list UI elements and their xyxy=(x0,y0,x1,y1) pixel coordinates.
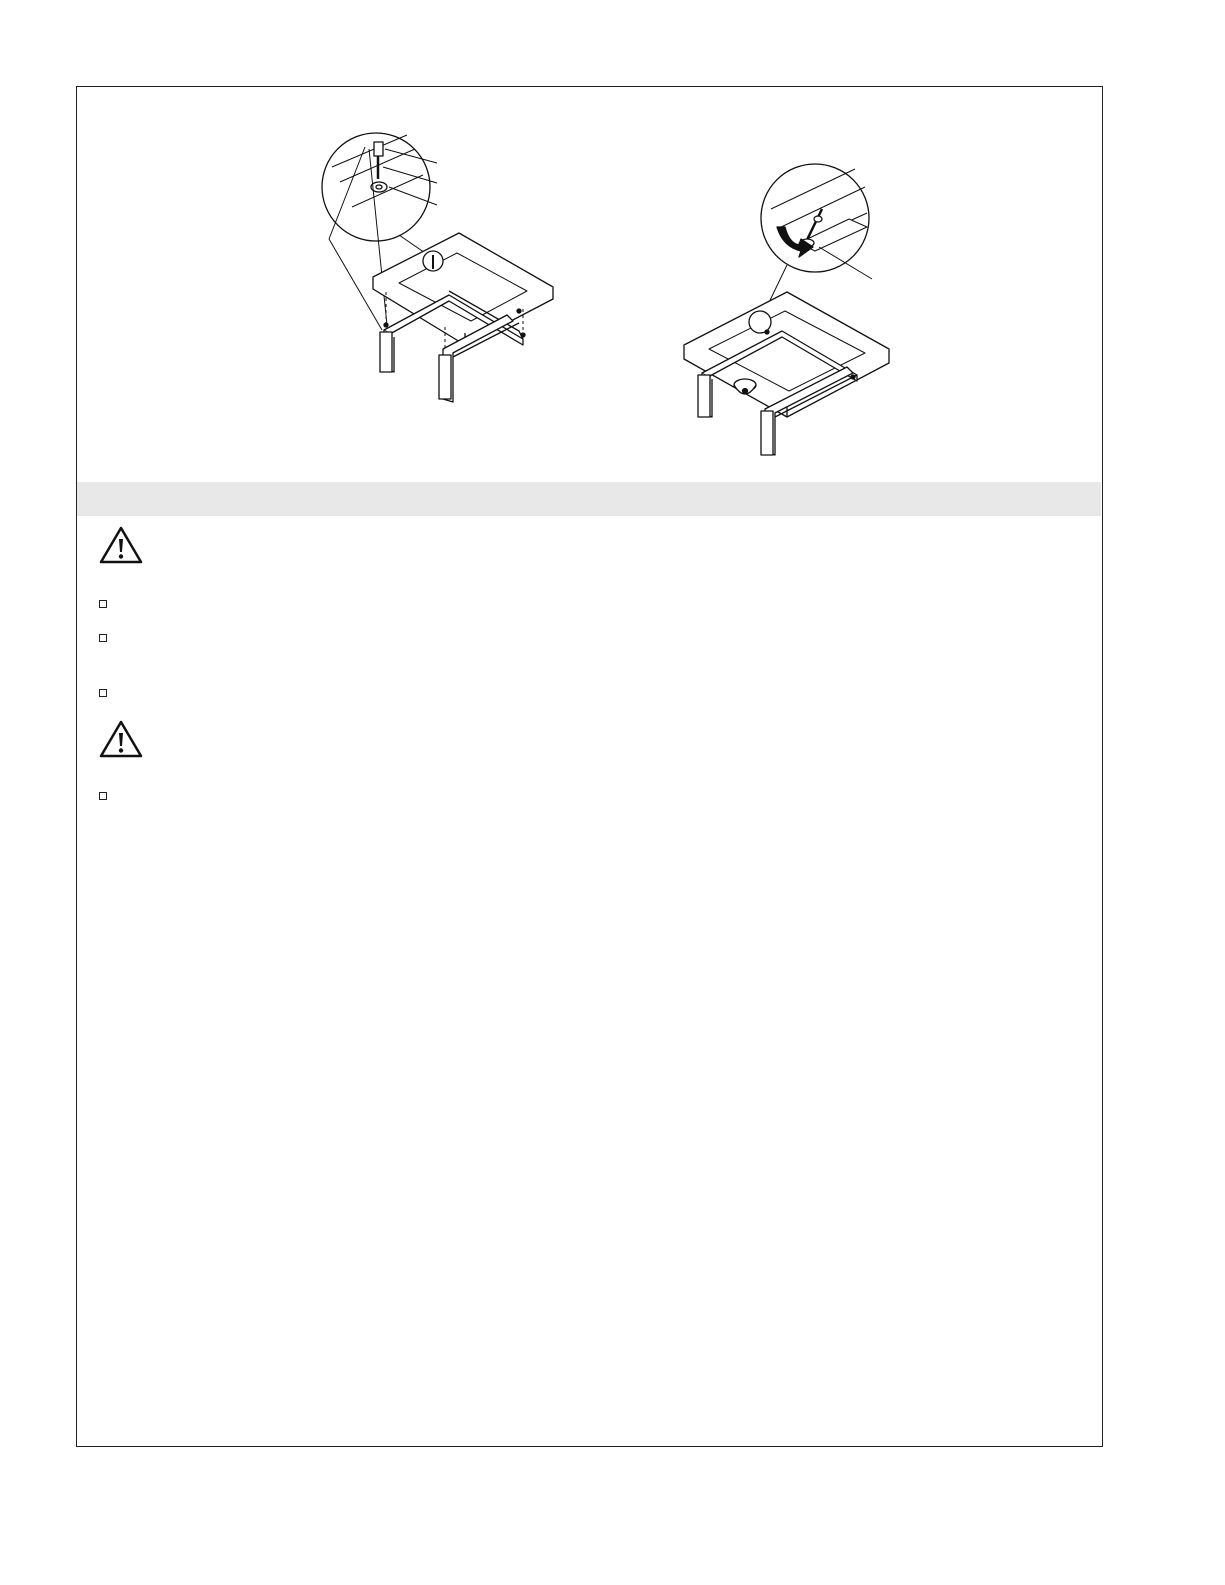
checkbox-icon xyxy=(99,689,107,697)
bracket-and-bolt-figure xyxy=(322,133,553,402)
checkbox-icon xyxy=(99,600,107,608)
checkbox-icon xyxy=(99,634,107,642)
warning-icon xyxy=(98,525,144,565)
page-frame xyxy=(76,86,1103,1447)
step-heading-band xyxy=(77,482,1101,516)
checkbox-icon xyxy=(99,792,107,800)
warning-icon xyxy=(98,719,144,759)
bracket-attachment-figure xyxy=(684,164,889,455)
illustration-area xyxy=(77,87,1104,482)
